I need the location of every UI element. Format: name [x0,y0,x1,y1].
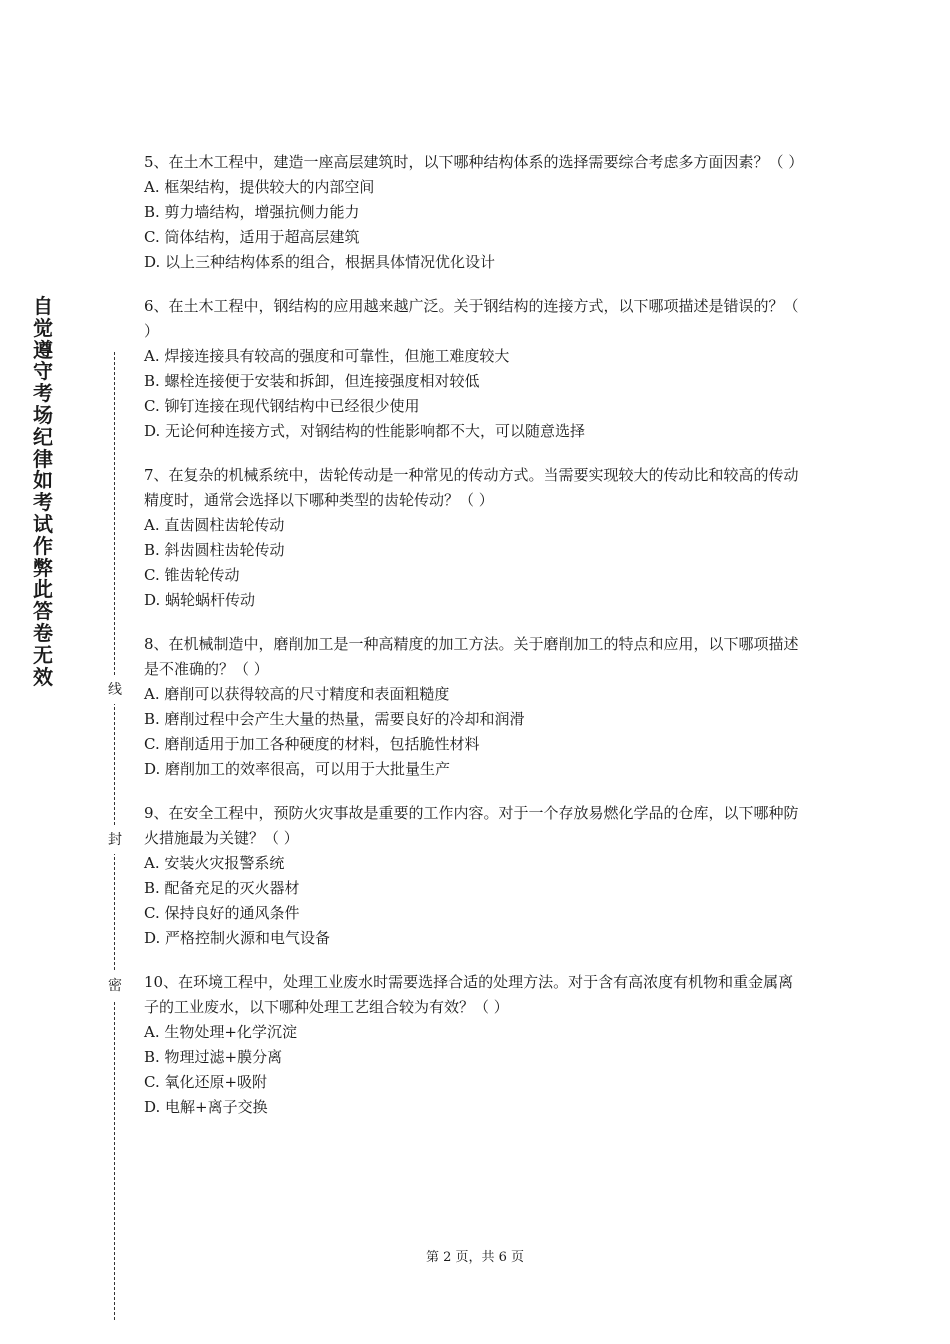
question-6 [144,294,808,444]
option-c: C. 锥齿轮传动 [144,566,240,584]
question-stem: 5、在土木工程中，建造一座高层建筑时，以下哪种结构体系的选择需要综合考虑多方面因素？（ ） [144,153,804,171]
question-stem: 9、在安全工程中，预防火灾事故是重要的工作内容。对于一个存放易燃化学品的仓库，以下哪种防火措施最为关键？（ ） [144,804,799,847]
question-stem: 10、在环境工程中，处理工业废水时需要选择合适的处理方法。对于含有高浓度有机物和重金属离子的工业废水，以下哪种处理工艺组合较为有效？（ ） [144,973,794,1016]
option-c: C. 筒体结构，适用于超高层建筑 [144,228,360,246]
option-d: D. 无论何种连接方式，对钢结构的性能影响都不大，可以随意选择 [144,422,586,440]
option-c: C. 磨削适用于加工各种硬度的材料，包括脆性材料 [144,735,480,753]
question-7 [144,463,808,613]
question-list [144,150,808,1139]
question-stem: 6、在土木工程中，钢结构的应用越来越广泛。关于钢结构的连接方式，以下哪项描述是错误的？（ ） [144,297,799,340]
option-a: A. 框架结构，提供较大的内部空间 [144,178,375,196]
option-b: B. 磨削过程中会产生大量的热量，需要良好的冷却和润滑 [144,710,525,728]
seal-label-seal: 封 [104,826,126,854]
question-5 [144,150,808,275]
option-b: B. 斜齿圆柱齿轮传动 [144,541,285,559]
exam-warning-vertical: 自觉遵守考场纪律如考试作弊此答卷无效 [33,294,53,689]
option-a: A. 焊接连接具有较高的强度和可靠性，但施工难度较大 [144,347,510,365]
option-d: D. 严格控制火源和电气设备 [144,929,331,947]
question-stem: 7、在复杂的机械系统中，齿轮传动是一种常见的传动方式。当需要实现较大的传动比和较高的传动精度时，通常会选择以下哪种类型的齿轮传动？（ ） [144,466,799,509]
option-a: A. 生物处理+化学沉淀 [144,1023,297,1041]
option-c: C. 氧化还原+吸附 [144,1073,268,1091]
option-a: A. 直齿圆柱齿轮传动 [144,516,285,534]
question-8 [144,632,808,782]
seal-label-secret: 密 [104,972,126,1000]
option-b: B. 物理过滤+膜分离 [144,1048,283,1066]
page-number: 第 2 页，共 6 页 [425,1250,525,1265]
option-d: D. 蜗轮蜗杆传动 [144,591,256,609]
option-b: B. 剪力墙结构，增强抗侧力能力 [144,203,360,221]
option-b: B. 配备充足的灭火器材 [144,879,300,897]
option-d: D. 电解+离子交换 [144,1098,268,1116]
option-c: C. 铆钉连接在现代钢结构中已经很少使用 [144,397,420,415]
question-stem: 8、在机械制造中，磨削加工是一种高精度的加工方法。关于磨削加工的特点和应用，以下哪项描述是不准确的？（ ） [144,635,799,678]
seal-label-line: 线 [104,676,126,704]
option-a: A. 安装火灾报警系统 [144,854,285,872]
option-c: C. 保持良好的通风条件 [144,904,300,922]
question-9 [144,801,808,951]
option-b: B. 螺栓连接便于安装和拆卸，但连接强度相对较低 [144,372,480,390]
option-d: D. 以上三种结构体系的组合，根据具体情况优化设计 [144,253,496,271]
question-10 [144,970,808,1120]
option-a: A. 磨削可以获得较高的尺寸精度和表面粗糙度 [144,685,450,703]
option-d: D. 磨削加工的效率很高，可以用于大批量生产 [144,760,451,778]
